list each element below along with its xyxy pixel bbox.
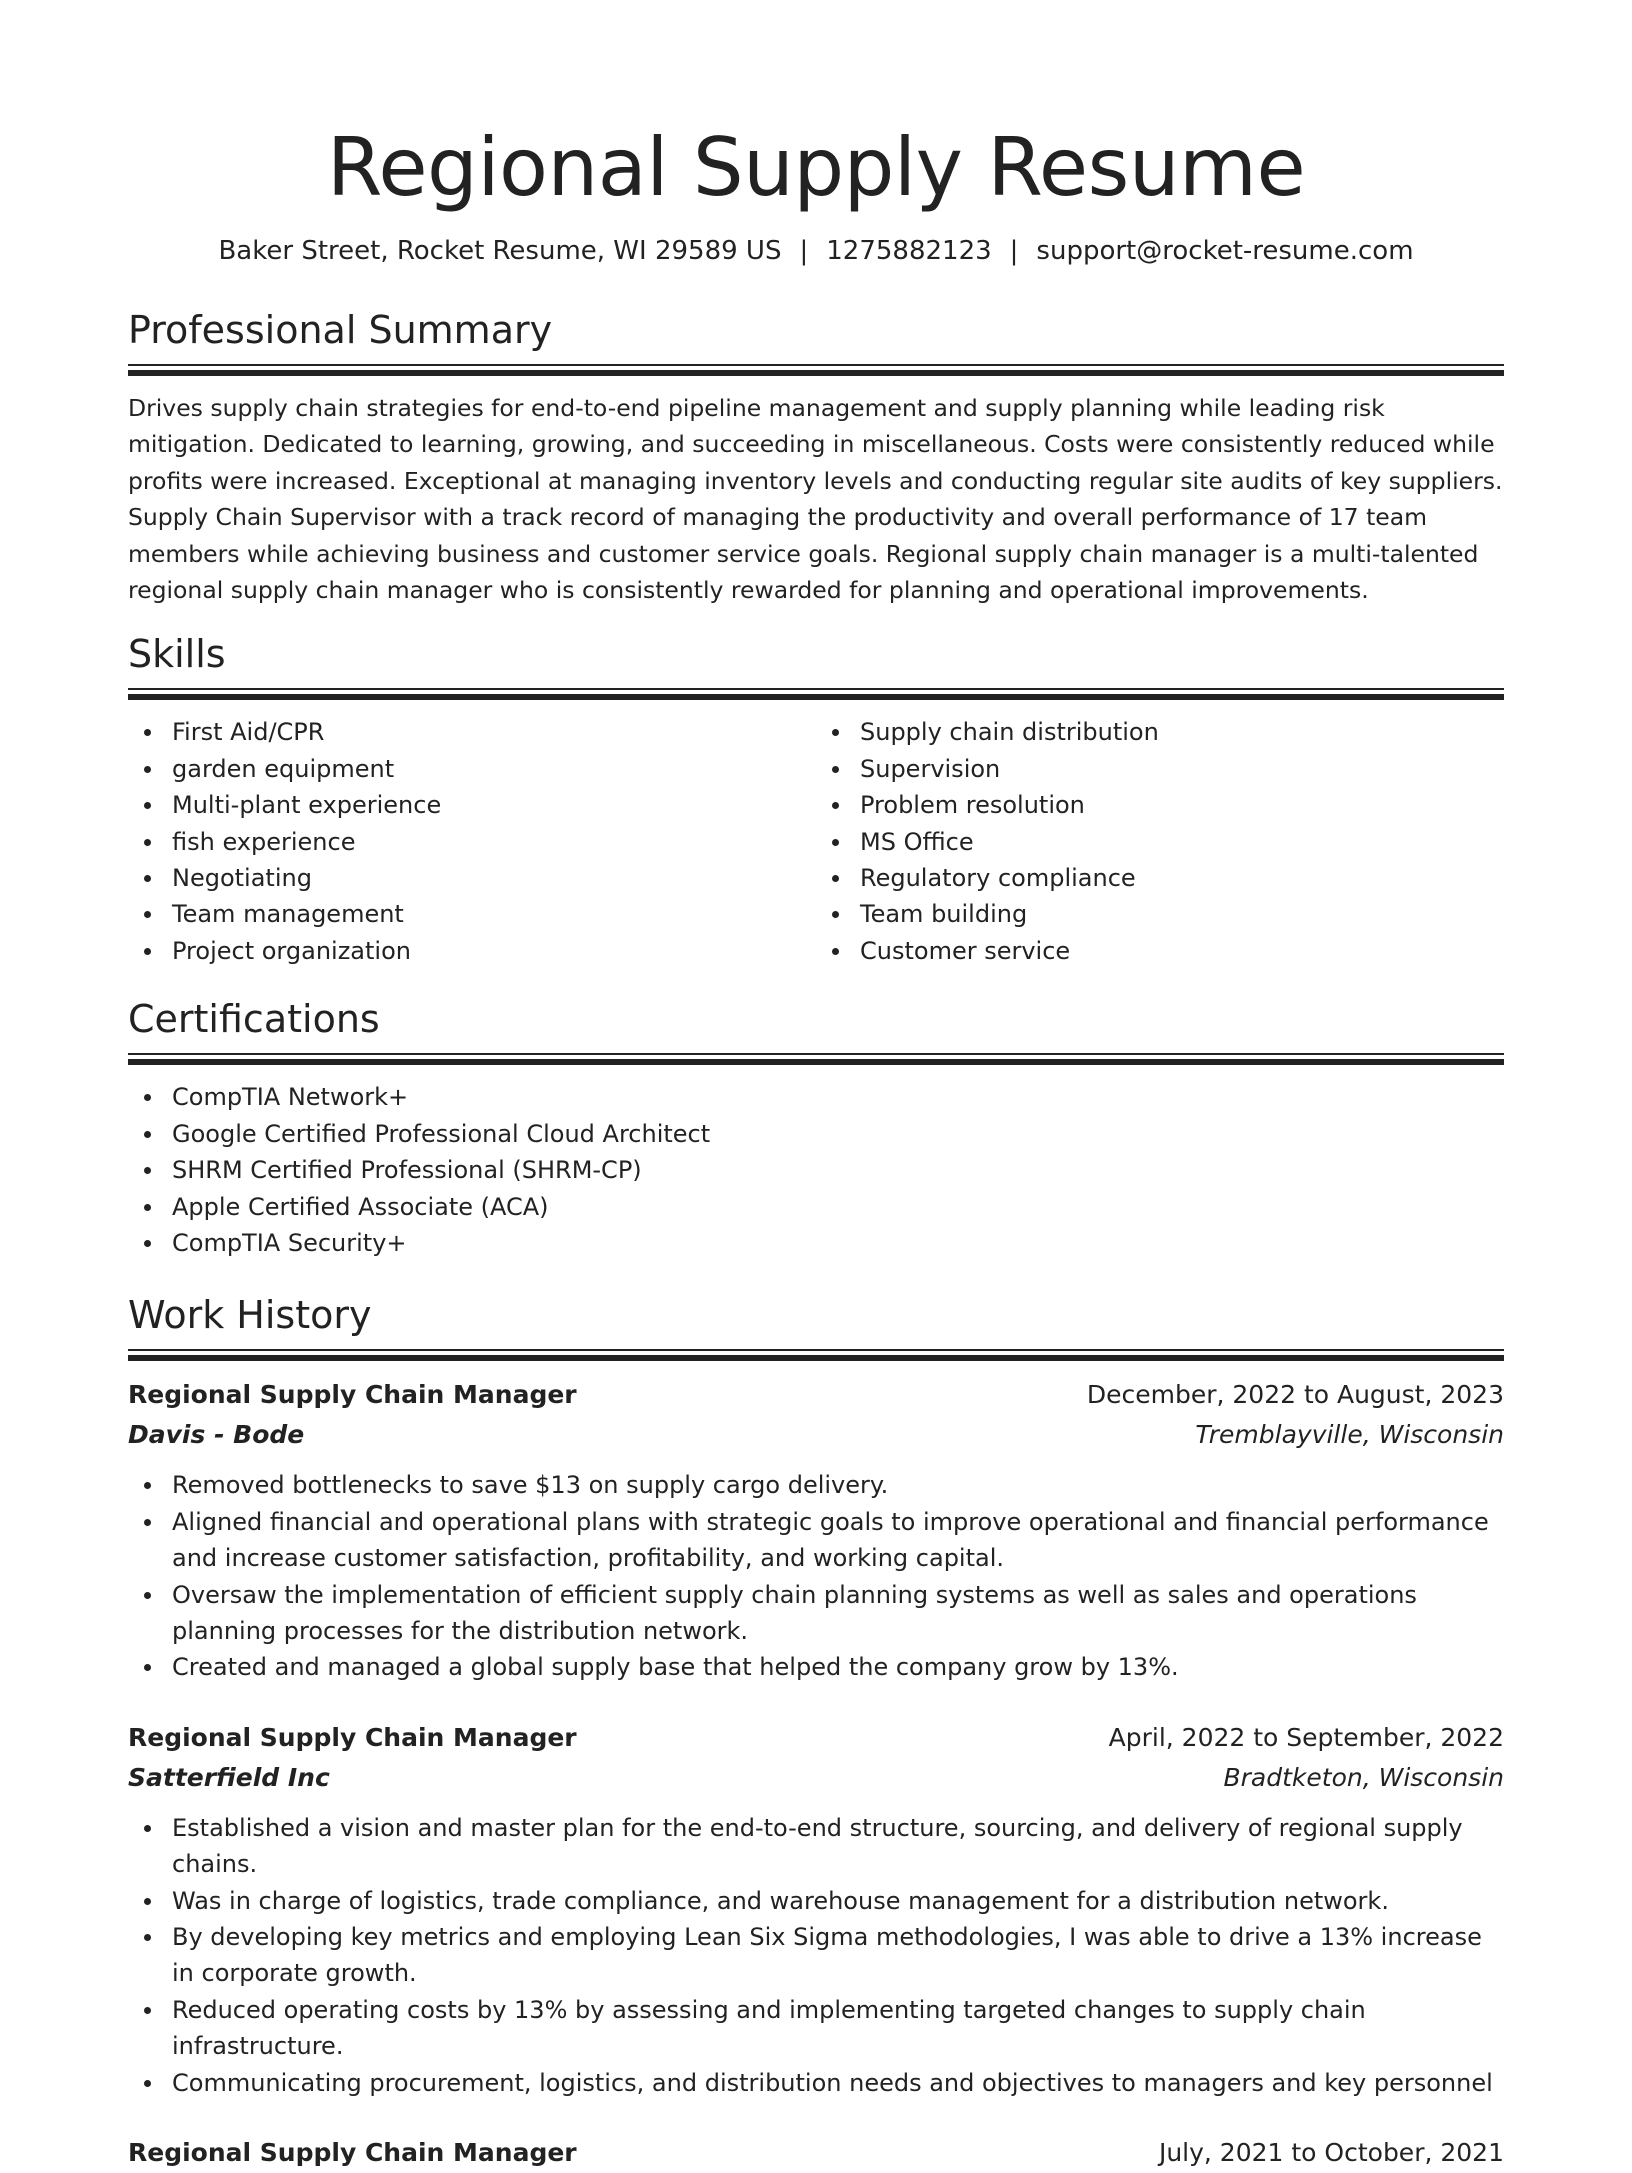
skill-item: garden equipment [172, 751, 816, 787]
skill-item: Negotiating [172, 860, 816, 896]
job-subheader [128, 1415, 1504, 1455]
section-divider [128, 1349, 1504, 1351]
job-company: Davis - Bode [128, 1420, 305, 1450]
work-history-section [128, 1291, 1504, 2173]
job-header [128, 1375, 1504, 1415]
job-company: Satterfield Inc [128, 1762, 330, 1792]
skills-columns [128, 700, 1504, 969]
section-divider [128, 364, 1504, 366]
resume-name: Regional Supply Resume [326, 121, 1306, 214]
skills-list-right [816, 714, 1504, 969]
skill-item: Multi-plant experience [172, 787, 816, 823]
contact-line [128, 234, 1504, 268]
skill-item: Supply chain distribution [860, 714, 1504, 750]
job-header [128, 2133, 1504, 2173]
job-dates: April, 2022 to September, 2022 [1108, 1722, 1504, 1752]
skill-item: fish experience [172, 824, 816, 860]
skill-item: Regulatory compliance [860, 860, 1504, 896]
job-header [128, 1718, 1504, 1758]
skill-item: Supervision [860, 751, 1504, 787]
skill-item: Team management [172, 896, 816, 932]
certification-item: CompTIA Security+ [172, 1225, 1504, 1261]
contact-phone: 1275882123 [826, 236, 992, 266]
contact-separator: | [799, 236, 809, 266]
section-divider [128, 1059, 1504, 1065]
skill-item: Team building [860, 896, 1504, 932]
job-entry [128, 1375, 1504, 1685]
certifications-section [128, 995, 1504, 1261]
skill-item: Project organization [172, 933, 816, 969]
skill-item: First Aid/CPR [172, 714, 816, 750]
job-entry [128, 2133, 1504, 2173]
job-bullet: Removed bottlenecks to save $13 on supply cargo delivery. [172, 1467, 1504, 1503]
job-dates: December, 2022 to August, 2023 [1086, 1380, 1504, 1410]
certifications-list [128, 1079, 1504, 1261]
section-divider [128, 688, 1504, 690]
summary-section [128, 306, 1504, 608]
resume-page [128, 0, 1504, 2173]
job-bullet: Communicating procurement, logistics, and distribution needs and objectives to managers and key personnel [172, 2065, 1504, 2101]
section-title-work-history: Work History [128, 1293, 372, 1338]
section-divider [128, 1355, 1504, 1361]
job-entry [128, 1718, 1504, 2101]
summary-text: Drives supply chain strategies for end-to-end pipeline management and supply planning while leading risk mitigation. Dedicated to learning, growing, and succeeding in miscellaneous. Costs were consistently reduced while profits were increased. Exceptional at managing inventory levels and conducting regular site audits of key suppliers. Supply Chain Supervisor with a track record of managing the productivity and overall performance of 17 team members while achieving business and customer service goals. Regional supply chain manager is a multi-talented regional supply chain manager who is consistently rewarded for planning and operational improvements. [128, 394, 1503, 605]
certification-item: SHRM Certified Professional (SHRM-CP) [172, 1152, 1504, 1188]
job-bullet: Aligned financial and operational plans with strategic goals to improve operational and financial performance and increase customer satisfaction, profitability, and working capital. [172, 1504, 1504, 1577]
skills-section [128, 630, 1504, 969]
section-title-certifications: Certifications [128, 997, 380, 1042]
skill-item: Customer service [860, 933, 1504, 969]
resume-header [128, 118, 1504, 268]
contact-separator: | [1009, 236, 1019, 266]
job-dates: July, 2021 to October, 2021 [1158, 2138, 1504, 2167]
contact-email[interactable]: support@rocket-resume.com [1036, 236, 1414, 266]
job-bullet: By developing key metrics and employing Lean Six Sigma methodologies, I was able to drive a 13% increase in corporate growth. [172, 1919, 1504, 1992]
job-bullet: Created and managed a global supply base that helped the company grow by 13%. [172, 1649, 1504, 1685]
skill-item: MS Office [860, 824, 1504, 860]
section-title-summary: Professional Summary [128, 308, 553, 352]
job-subheader [128, 1758, 1504, 1798]
job-bullets [128, 1810, 1504, 2101]
certification-item: CompTIA Network+ [172, 1079, 1504, 1115]
job-location: Tremblayville, Wisconsin [1195, 1420, 1504, 1450]
job-title: Regional Supply Chain Manager [128, 2138, 577, 2167]
job-bullet: Was in charge of logistics, trade compliance, and warehouse management for a distribution network. [172, 1883, 1504, 1919]
certification-item: Google Certified Professional Cloud Architect [172, 1116, 1504, 1152]
skills-list-left [128, 714, 816, 969]
job-bullet: Reduced operating costs by 13% by assessing and implementing targeted changes to supply chain infrastructure. [172, 1992, 1504, 2065]
job-bullet: Established a vision and master plan for the end-to-end structure, sourcing, and delivery of regional supply chains. [172, 1810, 1504, 1883]
job-bullets [128, 1467, 1504, 1685]
job-location: Bradtketon, Wisconsin [1223, 1762, 1504, 1792]
certification-item: Apple Certified Associate (ACA) [172, 1189, 1504, 1225]
section-divider [128, 370, 1504, 376]
job-title: Regional Supply Chain Manager [128, 1722, 577, 1752]
section-title-skills: Skills [128, 632, 226, 677]
section-divider [128, 1053, 1504, 1055]
job-title: Regional Supply Chain Manager [128, 1380, 577, 1410]
skill-item: Problem resolution [860, 787, 1504, 823]
contact-address: Baker Street, Rocket Resume, WI 29589 US [218, 236, 782, 266]
job-bullet: Oversaw the implementation of efficient supply chain planning systems as well as sales and operations planning processes for the distribution network. [172, 1577, 1504, 1650]
